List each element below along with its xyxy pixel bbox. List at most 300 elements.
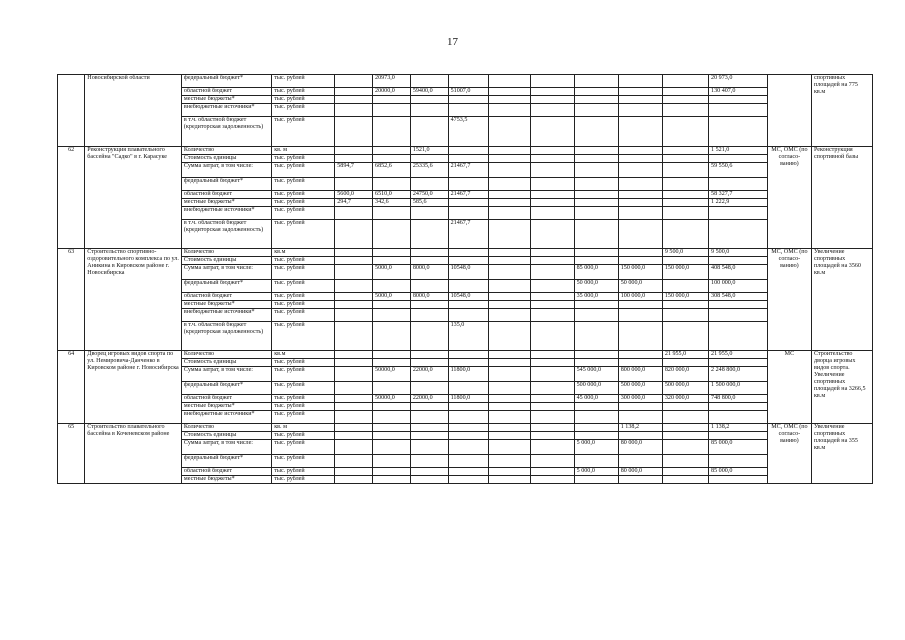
cell-indicator: федеральный бюджет* (181, 280, 271, 293)
cell-value-2023: 9 500,0 (662, 249, 708, 257)
cell-value-2021 (574, 147, 618, 155)
cell-indicator: в т.ч. областной бюджет (кредиторская задолженность) (181, 117, 271, 147)
table-row (58, 351, 873, 359)
cell-indicator: Количество (181, 147, 271, 155)
cell-object-name: Строительство плавательного бассейна в Коченевском районе (85, 424, 182, 484)
cell-value-2015 (335, 403, 373, 411)
cell-value-2019 (488, 468, 530, 476)
cell-value-2019 (488, 104, 530, 117)
cell-value-2018: 11800,0 (448, 395, 488, 403)
cell-value-total (709, 359, 768, 367)
cell-unit: тыс. рублей (272, 220, 335, 249)
cell-value-total: 1 222,9 (709, 199, 768, 207)
cell-executor (767, 75, 811, 147)
cell-value-2022 (618, 403, 662, 411)
cell-value-2021 (574, 75, 618, 88)
cell-value-2023 (662, 75, 708, 88)
cell-value-2017 (410, 117, 448, 147)
cell-value-2020 (530, 104, 574, 117)
cell-value-2023 (662, 359, 708, 367)
cell-value-2019 (488, 293, 530, 301)
cell-indicator: Стоимость единицы (181, 155, 271, 163)
cell-value-2019 (488, 147, 530, 155)
cell-value-2023 (662, 322, 708, 351)
cell-value-2023 (662, 207, 708, 220)
cell-value-2019 (488, 249, 530, 257)
cell-value-2015 (335, 88, 373, 96)
cell-indicator: в т.ч. областной бюджет (кредиторская задолженность) (181, 322, 271, 351)
cell-value-2020 (530, 178, 574, 191)
cell-value-total: 21 955,0 (709, 351, 768, 359)
cell-value-2022 (618, 75, 662, 88)
cell-value-2015 (335, 440, 373, 455)
cell-indicator: областной бюджет (181, 293, 271, 301)
cell-value-2015: 294,7 (335, 199, 373, 207)
cell-value-2017: 8000,0 (410, 293, 448, 301)
cell-value-2018 (448, 432, 488, 440)
cell-indicator: местные бюджеты* (181, 301, 271, 309)
cell-value-2020 (530, 265, 574, 280)
cell-value-2023 (662, 468, 708, 476)
cell-value-2015 (335, 265, 373, 280)
cell-value-2020 (530, 280, 574, 293)
cell-value-2020 (530, 117, 574, 147)
cell-value-total: 100 000,0 (709, 280, 768, 293)
cell-indicator: Стоимость единицы (181, 432, 271, 440)
cell-indicator: Стоимость единицы (181, 257, 271, 265)
cell-value-2023 (662, 476, 708, 484)
cell-unit: тыс. рублей (272, 395, 335, 403)
cell-value-total: 2 248 800,0 (709, 367, 768, 382)
cell-object-name: Реконструкция плавательного бассейна "Садко" в г. Карасуке (85, 147, 182, 249)
cell-unit: тыс. рублей (272, 301, 335, 309)
table-row (58, 249, 873, 257)
cell-value-2018: 10548,0 (448, 293, 488, 301)
cell-value-total (709, 411, 768, 424)
cell-value-2023 (662, 424, 708, 432)
cell-value-2022: 500 000,0 (618, 382, 662, 395)
cell-value-2015 (335, 359, 373, 367)
cell-value-2020 (530, 199, 574, 207)
cell-value-2015 (335, 117, 373, 147)
cell-value-2021 (574, 455, 618, 468)
cell-value-2017 (410, 424, 448, 432)
cell-value-2017: 22000,0 (410, 367, 448, 382)
cell-value-2015 (335, 411, 373, 424)
cell-value-2016 (373, 424, 411, 432)
cell-value-2023: 500 000,0 (662, 382, 708, 395)
cell-unit: тыс. рублей (272, 403, 335, 411)
cell-value-2018 (448, 199, 488, 207)
cell-value-2019 (488, 191, 530, 199)
cell-value-2018 (448, 178, 488, 191)
cell-value-2018 (448, 249, 488, 257)
cell-indicator: федеральный бюджет* (181, 178, 271, 191)
cell-value-2015 (335, 280, 373, 293)
cell-value-2022: 80 000,0 (618, 440, 662, 455)
cell-value-2016 (373, 411, 411, 424)
cell-value-2021 (574, 155, 618, 163)
cell-value-2016 (373, 382, 411, 395)
cell-value-2022: 1 138,2 (618, 424, 662, 432)
cell-indicator: федеральный бюджет* (181, 75, 271, 88)
cell-value-2016 (373, 468, 411, 476)
cell-value-2017: 8000,0 (410, 265, 448, 280)
cell-value-2022 (618, 220, 662, 249)
cell-indicator: местные бюджеты* (181, 199, 271, 207)
cell-unit: тыс. рублей (272, 432, 335, 440)
cell-value-2021 (574, 117, 618, 147)
cell-executor: МС, ОМС (по согласо- ванию) (767, 249, 811, 351)
cell-value-2022 (618, 359, 662, 367)
cell-value-2023 (662, 88, 708, 96)
cell-value-2019 (488, 199, 530, 207)
cell-value-2018: 21467,7 (448, 163, 488, 178)
cell-value-total (709, 476, 768, 484)
cell-indicator: Сумма затрат, в том числе: (181, 163, 271, 178)
cell-value-2019 (488, 265, 530, 280)
cell-value-2018 (448, 301, 488, 309)
cell-value-2016 (373, 432, 411, 440)
cell-value-2022: 150 000,0 (618, 265, 662, 280)
cell-value-2021 (574, 88, 618, 96)
cell-value-2016 (373, 96, 411, 104)
cell-row-number: 63 (58, 249, 85, 351)
cell-executor: МС (767, 351, 811, 424)
cell-value-2020 (530, 249, 574, 257)
cell-value-2021: 50 000,0 (574, 280, 618, 293)
cell-unit: тыс. рублей (272, 163, 335, 178)
cell-value-2016 (373, 455, 411, 468)
cell-unit: тыс. рублей (272, 191, 335, 199)
cell-value-2022 (618, 117, 662, 147)
cell-value-2021 (574, 249, 618, 257)
cell-value-2016 (373, 403, 411, 411)
cell-value-total (709, 96, 768, 104)
cell-value-2015 (335, 147, 373, 155)
cell-value-2019 (488, 440, 530, 455)
cell-value-2019 (488, 395, 530, 403)
cell-unit: кв. м (272, 424, 335, 432)
cell-value-total: 130 407,0 (709, 88, 768, 96)
cell-value-total (709, 178, 768, 191)
cell-value-2016 (373, 301, 411, 309)
cell-value-2019 (488, 207, 530, 220)
cell-value-total (709, 432, 768, 440)
cell-value-2022 (618, 96, 662, 104)
cell-unit: кв. м (272, 147, 335, 155)
cell-value-2020 (530, 432, 574, 440)
cell-value-2018 (448, 309, 488, 322)
cell-value-2021 (574, 411, 618, 424)
cell-value-2017 (410, 440, 448, 455)
cell-row-number: 65 (58, 424, 85, 484)
table-row (58, 75, 873, 88)
cell-value-2016 (373, 309, 411, 322)
cell-unit: тыс. рублей (272, 309, 335, 322)
cell-value-2015: 5894,7 (335, 163, 373, 178)
cell-value-2020 (530, 440, 574, 455)
cell-value-2015 (335, 351, 373, 359)
cell-unit: тыс. рублей (272, 293, 335, 301)
cell-value-2021: 500 000,0 (574, 382, 618, 395)
cell-value-total: 20 973,0 (709, 75, 768, 88)
cell-value-2021: 85 000,0 (574, 265, 618, 280)
cell-value-2018 (448, 257, 488, 265)
cell-value-2020 (530, 147, 574, 155)
cell-unit: тыс. рублей (272, 440, 335, 455)
cell-indicator: внебюджетные источники* (181, 207, 271, 220)
cell-value-2015 (335, 309, 373, 322)
cell-value-total (709, 309, 768, 322)
cell-value-2018 (448, 207, 488, 220)
cell-value-2016: 50000,0 (373, 395, 411, 403)
cell-value-2015 (335, 104, 373, 117)
cell-value-2020 (530, 96, 574, 104)
cell-unit: тыс. рублей (272, 367, 335, 382)
cell-unit: тыс. рублей (272, 199, 335, 207)
cell-value-2016: 5000,0 (373, 265, 411, 280)
cell-value-2019 (488, 220, 530, 249)
cell-value-2023: 21 955,0 (662, 351, 708, 359)
cell-value-2015 (335, 257, 373, 265)
cell-value-2016 (373, 249, 411, 257)
cell-value-2023 (662, 199, 708, 207)
cell-value-2021: 45 000,0 (574, 395, 618, 403)
cell-value-2019 (488, 432, 530, 440)
cell-value-2015 (335, 207, 373, 220)
cell-value-2017: 25335,6 (410, 163, 448, 178)
cell-value-2017: 585,6 (410, 199, 448, 207)
cell-value-2022: 80 000,0 (618, 468, 662, 476)
table-row (58, 147, 873, 155)
cell-value-2022 (618, 411, 662, 424)
cell-value-2023 (662, 432, 708, 440)
cell-indicator: федеральный бюджет* (181, 455, 271, 468)
cell-value-2020 (530, 301, 574, 309)
cell-indicator: внебюджетные источники* (181, 411, 271, 424)
cell-value-2022 (618, 199, 662, 207)
cell-value-2017 (410, 178, 448, 191)
cell-value-2022 (618, 163, 662, 178)
cell-value-2021 (574, 359, 618, 367)
cell-indicator: внебюджетные источники* (181, 104, 271, 117)
cell-indicator: областной бюджет (181, 395, 271, 403)
cell-value-2023 (662, 155, 708, 163)
cell-unit: тыс. рублей (272, 359, 335, 367)
cell-value-2019 (488, 178, 530, 191)
cell-indicator: местные бюджеты* (181, 96, 271, 104)
cell-value-2023 (662, 280, 708, 293)
cell-value-2022 (618, 155, 662, 163)
cell-value-2019 (488, 359, 530, 367)
cell-value-2023 (662, 104, 708, 117)
cell-value-2015 (335, 155, 373, 163)
cell-value-2015 (335, 178, 373, 191)
cell-value-2022 (618, 207, 662, 220)
cell-value-2021 (574, 322, 618, 351)
cell-value-2017 (410, 432, 448, 440)
cell-value-2019 (488, 301, 530, 309)
cell-value-2021 (574, 257, 618, 265)
cell-value-total: 308 548,0 (709, 293, 768, 301)
cell-value-2022 (618, 249, 662, 257)
cell-value-2016 (373, 476, 411, 484)
cell-value-2020 (530, 455, 574, 468)
cell-value-2019 (488, 309, 530, 322)
cell-value-2015 (335, 96, 373, 104)
cell-value-2023: 320 000,0 (662, 395, 708, 403)
cell-value-2018 (448, 476, 488, 484)
cell-value-2017 (410, 359, 448, 367)
cell-result: Увеличение спортивных площадей на 3560 кв.м (811, 249, 872, 351)
cell-value-2021 (574, 403, 618, 411)
cell-value-2023 (662, 117, 708, 147)
cell-value-2019 (488, 351, 530, 359)
cell-value-2017 (410, 301, 448, 309)
cell-value-2017 (410, 476, 448, 484)
cell-value-2019 (488, 424, 530, 432)
cell-value-total (709, 403, 768, 411)
cell-value-2021 (574, 351, 618, 359)
cell-value-2016: 342,6 (373, 199, 411, 207)
cell-indicator: Сумма затрат, в том числе: (181, 440, 271, 455)
cell-value-2020 (530, 411, 574, 424)
cell-indicator: Стоимость единицы (181, 359, 271, 367)
cell-value-2017 (410, 155, 448, 163)
cell-value-2020 (530, 351, 574, 359)
cell-value-2018 (448, 403, 488, 411)
cell-value-2023 (662, 301, 708, 309)
cell-value-2017: 22000,0 (410, 395, 448, 403)
cell-value-2021: 545 000,0 (574, 367, 618, 382)
cell-unit: тыс. рублей (272, 265, 335, 280)
cell-unit: тыс. рублей (272, 88, 335, 96)
cell-value-2015: 5600,0 (335, 191, 373, 199)
cell-value-2023 (662, 309, 708, 322)
cell-value-2017: 59400,0 (410, 88, 448, 96)
cell-unit: тыс. рублей (272, 322, 335, 351)
cell-value-2020 (530, 309, 574, 322)
cell-value-2016: 6510,0 (373, 191, 411, 199)
cell-value-2018 (448, 359, 488, 367)
cell-value-2016 (373, 178, 411, 191)
cell-unit: кв.м (272, 249, 335, 257)
cell-value-2019 (488, 88, 530, 96)
cell-value-2015 (335, 395, 373, 403)
cell-value-total: 85 000,0 (709, 468, 768, 476)
page-number: 17 (447, 36, 458, 48)
cell-value-2022 (618, 191, 662, 199)
cell-value-2018 (448, 424, 488, 432)
cell-unit: тыс. рублей (272, 178, 335, 191)
cell-row-number (58, 75, 85, 147)
cell-value-2021 (574, 178, 618, 191)
cell-indicator: внебюджетные источники* (181, 309, 271, 322)
cell-value-2015 (335, 249, 373, 257)
cell-value-2018 (448, 147, 488, 155)
cell-value-2022: 100 000,0 (618, 293, 662, 301)
cell-indicator: Количество (181, 351, 271, 359)
cell-unit: кв.м (272, 351, 335, 359)
cell-value-total (709, 220, 768, 249)
cell-indicator: в т.ч. областной бюджет (кредиторская задолженность) (181, 220, 271, 249)
cell-indicator: Количество (181, 249, 271, 257)
cell-value-2018: 4753,5 (448, 117, 488, 147)
cell-value-2016: 20973,0 (373, 75, 411, 88)
cell-value-total (709, 104, 768, 117)
cell-value-2017 (410, 96, 448, 104)
cell-value-2020 (530, 75, 574, 88)
cell-value-2015 (335, 75, 373, 88)
cell-row-number: 64 (58, 351, 85, 424)
cell-value-total (709, 117, 768, 147)
cell-value-total (709, 257, 768, 265)
cell-unit: тыс. рублей (272, 468, 335, 476)
cell-result: спортивных площадей на 775 кв.м (811, 75, 872, 147)
cell-value-2019 (488, 382, 530, 395)
cell-value-2018 (448, 351, 488, 359)
cell-value-2018: 11800,0 (448, 367, 488, 382)
cell-unit: тыс. рублей (272, 455, 335, 468)
table-row (58, 424, 873, 432)
program-budget-table (57, 74, 873, 484)
cell-value-2018: 135,0 (448, 322, 488, 351)
cell-value-2016 (373, 155, 411, 163)
cell-value-2022: 800 000,0 (618, 367, 662, 382)
cell-value-2016 (373, 257, 411, 265)
cell-value-2016: 5000,0 (373, 293, 411, 301)
cell-unit: тыс. рублей (272, 207, 335, 220)
cell-value-2019 (488, 75, 530, 88)
cell-value-2019 (488, 403, 530, 411)
cell-value-2022 (618, 351, 662, 359)
cell-value-2019 (488, 367, 530, 382)
cell-value-total: 85 000,0 (709, 440, 768, 455)
cell-value-2020 (530, 207, 574, 220)
cell-value-2019 (488, 476, 530, 484)
cell-value-total (709, 455, 768, 468)
cell-value-2018: 21467,7 (448, 191, 488, 199)
cell-value-2018 (448, 411, 488, 424)
cell-value-2020 (530, 395, 574, 403)
cell-value-2018: 51007,0 (448, 88, 488, 96)
cell-value-2019 (488, 411, 530, 424)
cell-value-2022: 50 000,0 (618, 280, 662, 293)
cell-indicator: местные бюджеты* (181, 476, 271, 484)
cell-indicator: Сумма затрат, в том числе: (181, 265, 271, 280)
cell-value-2016 (373, 359, 411, 367)
cell-value-2022 (618, 301, 662, 309)
cell-value-2016 (373, 147, 411, 155)
cell-value-2022 (618, 476, 662, 484)
cell-value-2016 (373, 351, 411, 359)
cell-result: Увеличение спортивных площадей на 355 кв.м (811, 424, 872, 484)
cell-value-total: 9 500,0 (709, 249, 768, 257)
cell-value-2022 (618, 104, 662, 117)
cell-value-2023 (662, 257, 708, 265)
cell-value-total: 748 800,0 (709, 395, 768, 403)
cell-value-2022 (618, 432, 662, 440)
cell-value-2021 (574, 199, 618, 207)
cell-executor: МС, ОМС (по согласо- ванию) (767, 147, 811, 249)
cell-value-total: 1 500 000,0 (709, 382, 768, 395)
cell-value-2018: 10548,0 (448, 265, 488, 280)
cell-value-2021 (574, 104, 618, 117)
cell-value-2020 (530, 88, 574, 96)
cell-value-2021 (574, 191, 618, 199)
cell-value-2020 (530, 367, 574, 382)
